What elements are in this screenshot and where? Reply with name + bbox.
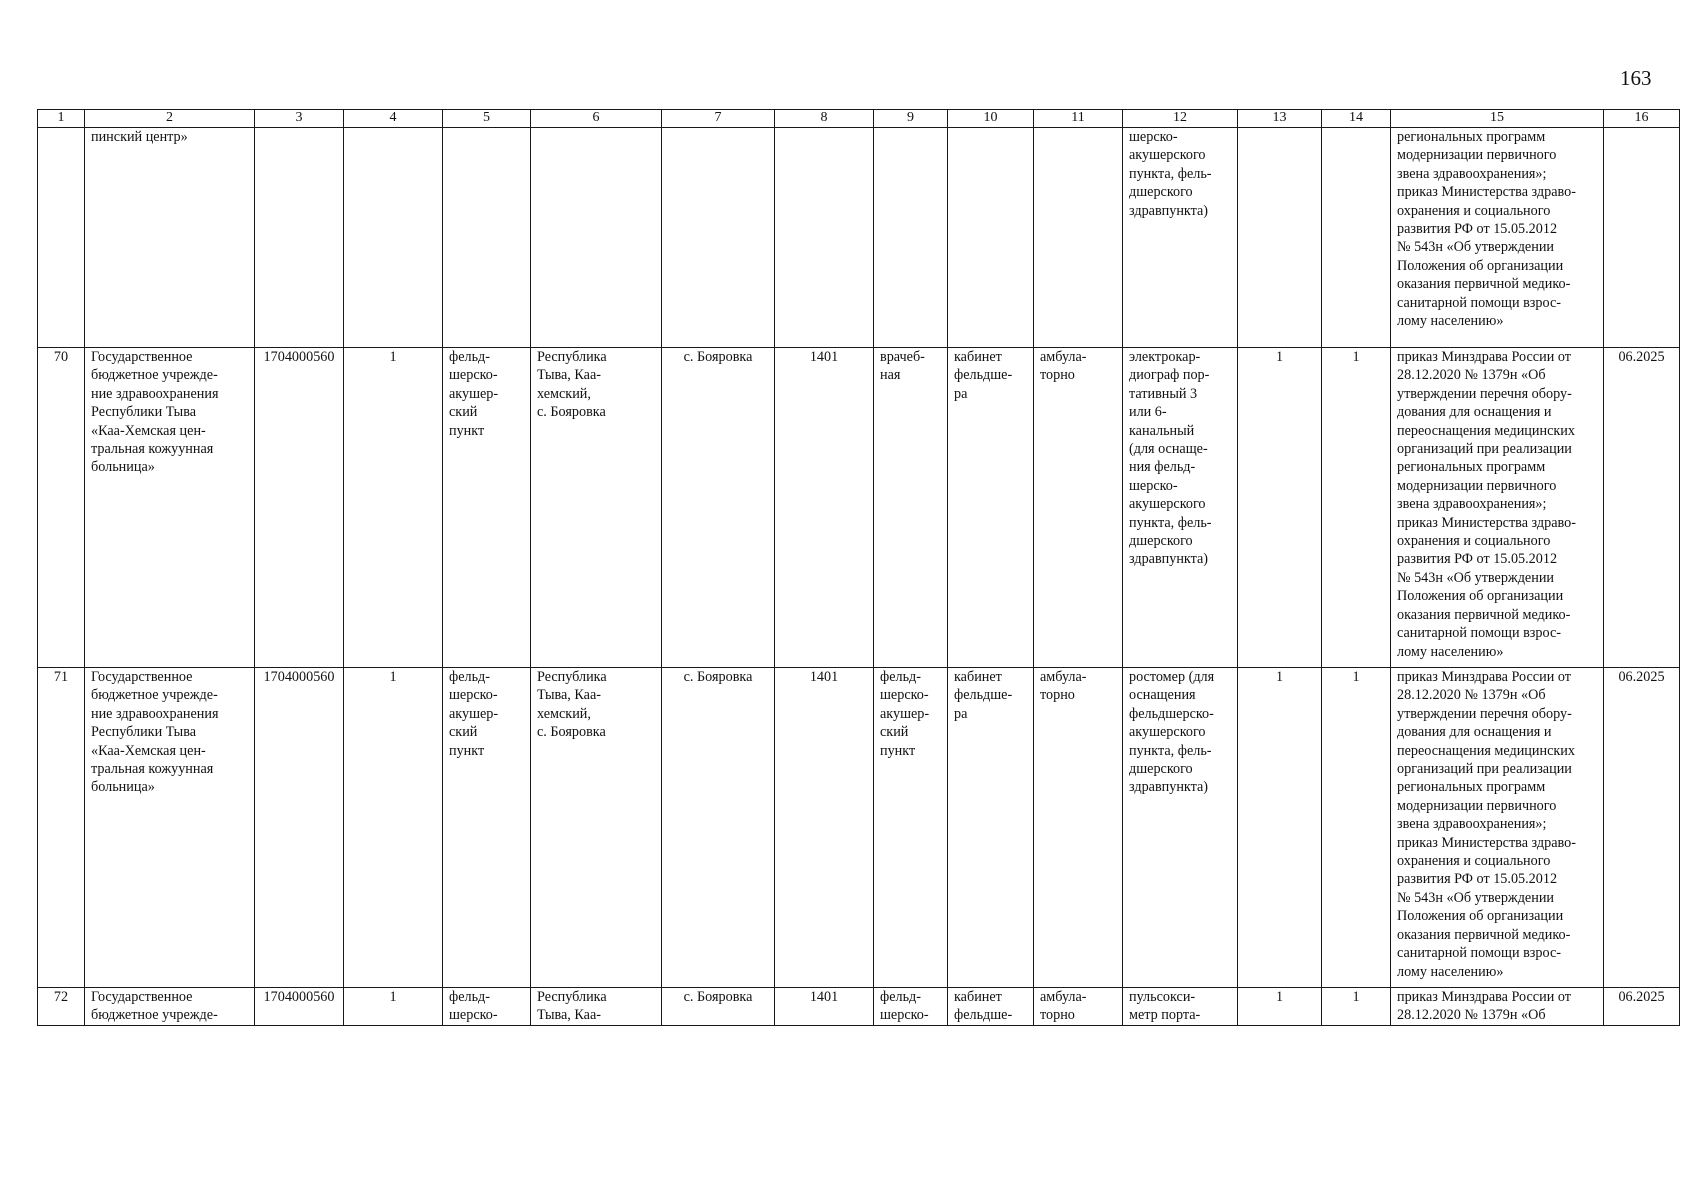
- cell-unit-type: фельд- шерско- акушер- ский пункт: [443, 668, 531, 988]
- cell-quantity-planned: 1: [1238, 988, 1322, 1026]
- cell-quantity-planned: 1: [1238, 348, 1322, 668]
- cell-department-type: врачеб- ная: [874, 348, 948, 668]
- cell-organization-name: пинский центр»: [85, 128, 255, 348]
- cell-organization-name: Государственное бюджетное учрежде- ние здравоохранения Республики Тыва «Каа-Хемская цен- тральная кожуунная больница»: [85, 348, 255, 668]
- cell-org-code: 1704000560: [255, 668, 344, 988]
- column-number: 16: [1604, 110, 1680, 128]
- column-number: 2: [85, 110, 255, 128]
- cell-count: [344, 128, 443, 348]
- column-number-row: [38, 110, 1680, 128]
- cell-row-number: [38, 128, 85, 348]
- column-number: 14: [1322, 110, 1391, 128]
- cell-settlement: с. Бояровка: [662, 348, 775, 668]
- table-row: [38, 128, 1680, 348]
- cell-count: 1: [344, 348, 443, 668]
- cell-settlement: с. Бояровка: [662, 988, 775, 1026]
- table-row: [38, 348, 1680, 668]
- cell-room: кабинет фельдше-: [948, 988, 1034, 1026]
- cell-legal-basis: приказ Минздрава России от 28.12.2020 № 1379н «Об утверждении перечня обору- дования для оснащения и переоснащения медицинских организаций при реализации региональных программ модернизации первичного звена здравоохранения»; приказ Министерства здраво- охранения и социального развития РФ от 15.05.2012 № 543н «Об утверждении Положения об организации оказания первичной медико- санитарной помощи взрос- лому населению»: [1391, 348, 1604, 668]
- cell-org-code: [255, 128, 344, 348]
- cell-org-code: 1704000560: [255, 348, 344, 668]
- cell-row-number: 71: [38, 668, 85, 988]
- table-body: [38, 128, 1680, 1026]
- cell-row-number: 72: [38, 988, 85, 1026]
- column-number: 6: [531, 110, 662, 128]
- cell-equipment: шерско- акушерского пункта, фель- дшерского здравпункта): [1123, 128, 1238, 348]
- page-number: 163: [1620, 66, 1652, 90]
- equipment-table: [37, 109, 1680, 1026]
- cell-deadline: 06.2025: [1604, 348, 1680, 668]
- cell-care-form: [1034, 128, 1123, 348]
- cell-code: 1401: [775, 348, 874, 668]
- cell-unit-type: фельд- шерско-: [443, 988, 531, 1026]
- cell-quantity-needed: 1: [1322, 348, 1391, 668]
- cell-equipment: электрокар- диограф пор- тативный 3 или 6- канальный (для оснаще- ния фельд- шерско- акушерского пункта, фель- дшерского здравпункта): [1123, 348, 1238, 668]
- cell-department-type: фельд- шерско-: [874, 988, 948, 1026]
- cell-equipment: пульсокси- метр порта-: [1123, 988, 1238, 1026]
- cell-quantity-planned: [1238, 128, 1322, 348]
- cell-deadline: [1604, 128, 1680, 348]
- column-number: 3: [255, 110, 344, 128]
- cell-settlement: [662, 128, 775, 348]
- column-number: 9: [874, 110, 948, 128]
- cell-quantity-needed: [1322, 128, 1391, 348]
- cell-room: кабинет фельдше- ра: [948, 668, 1034, 988]
- column-number: 8: [775, 110, 874, 128]
- cell-count: 1: [344, 988, 443, 1026]
- cell-organization-name: Государственное бюджетное учрежде-: [85, 988, 255, 1026]
- cell-organization-name: Государственное бюджетное учрежде- ние здравоохранения Республики Тыва «Каа-Хемская цен- тральная кожуунная больница»: [85, 668, 255, 988]
- cell-legal-basis: региональных программ модернизации первичного звена здравоохранения»; приказ Министерства здраво- охранения и социального развития РФ от 15.05.2012 № 543н «Об утверждении Положения об организации оказания первичной медико- санитарной помощи взрос- лому населению»: [1391, 128, 1604, 348]
- cell-address: Республика Тыва, Каа-: [531, 988, 662, 1026]
- cell-code: 1401: [775, 668, 874, 988]
- cell-unit-type: фельд- шерско- акушер- ский пункт: [443, 348, 531, 668]
- table-row: [38, 988, 1680, 1026]
- cell-room: кабинет фельдше- ра: [948, 348, 1034, 668]
- cell-equipment: ростомер (для оснащения фельдшерско- акушерского пункта, фель- дшерского здравпункта): [1123, 668, 1238, 988]
- cell-address: Республика Тыва, Каа- хемский, с. Бояровка: [531, 348, 662, 668]
- cell-department-type: [874, 128, 948, 348]
- table-row: [38, 668, 1680, 988]
- cell-care-form: амбула- торно: [1034, 988, 1123, 1026]
- cell-code: [775, 128, 874, 348]
- column-number: 11: [1034, 110, 1123, 128]
- cell-room: [948, 128, 1034, 348]
- cell-deadline: 06.2025: [1604, 988, 1680, 1026]
- cell-address: [531, 128, 662, 348]
- cell-settlement: с. Бояровка: [662, 668, 775, 988]
- cell-care-form: амбула- торно: [1034, 348, 1123, 668]
- cell-quantity-needed: 1: [1322, 668, 1391, 988]
- cell-unit-type: [443, 128, 531, 348]
- column-number: 4: [344, 110, 443, 128]
- cell-department-type: фельд- шерско- акушер- ский пункт: [874, 668, 948, 988]
- cell-count: 1: [344, 668, 443, 988]
- cell-legal-basis: приказ Минздрава России от 28.12.2020 № 1379н «Об: [1391, 988, 1604, 1026]
- cell-address: Республика Тыва, Каа- хемский, с. Бояровка: [531, 668, 662, 988]
- cell-quantity-planned: 1: [1238, 668, 1322, 988]
- column-number: 7: [662, 110, 775, 128]
- cell-care-form: амбула- торно: [1034, 668, 1123, 988]
- column-number: 13: [1238, 110, 1322, 128]
- column-number: 10: [948, 110, 1034, 128]
- cell-quantity-needed: 1: [1322, 988, 1391, 1026]
- cell-deadline: 06.2025: [1604, 668, 1680, 988]
- cell-row-number: 70: [38, 348, 85, 668]
- cell-legal-basis: приказ Минздрава России от 28.12.2020 № 1379н «Об утверждении перечня обору- дования для оснащения и переоснащения медицинских организаций при реализации региональных программ модернизации первичного звена здравоохранения»; приказ Министерства здраво- охранения и социального развития РФ от 15.05.2012 № 543н «Об утверждении Положения об организации оказания первичной медико- санитарной помощи взрос- лому населению»: [1391, 668, 1604, 988]
- cell-org-code: 1704000560: [255, 988, 344, 1026]
- column-number: 12: [1123, 110, 1238, 128]
- column-number: 1: [38, 110, 85, 128]
- column-number: 5: [443, 110, 531, 128]
- column-number: 15: [1391, 110, 1604, 128]
- cell-code: 1401: [775, 988, 874, 1026]
